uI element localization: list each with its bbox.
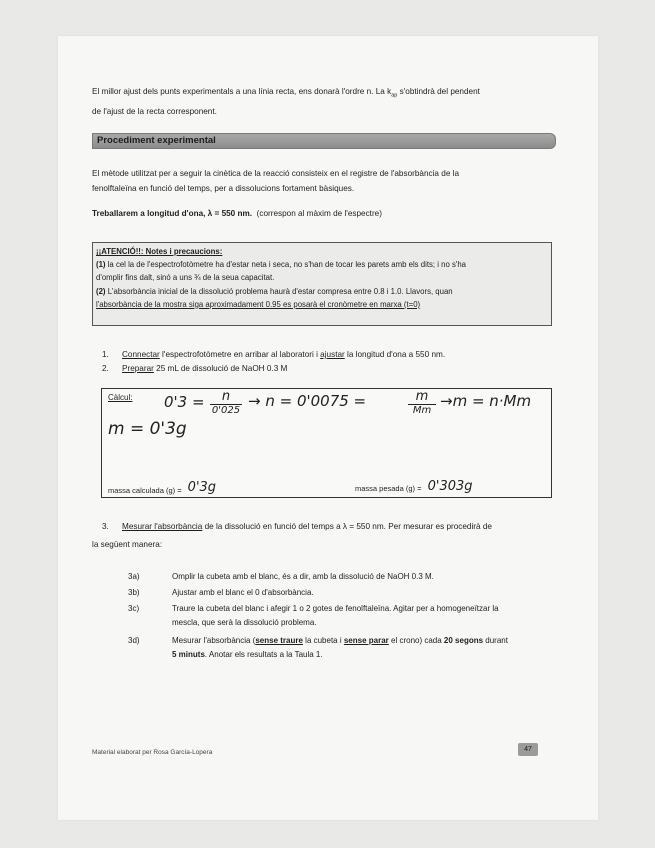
handwritten-equation-3: →m = n·Mm — [440, 392, 532, 410]
method-paragraph: El mètode utilitzat per a seguir la cinètica de la reacció consisteix en el registre de l'absorbància de la fenolftaleïna en funció del temps, per a dissolucions fortament bàsiques. — [92, 169, 460, 193]
section-title: Procediment experimental — [97, 135, 216, 146]
step-3: 3. Mesurar l'absorbància de la dissolució en funció del temps a λ = 550 nm. Per mesurar es procedirà de la següent manera: — [92, 522, 492, 549]
step-item: 2. Preparar 25 mL de dissolució de NaOH 0.3 M — [102, 364, 288, 373]
handwritten-equation-1: 0'3 = — [164, 393, 205, 411]
step-item: 1. Connectar l'espectrofotòmetre en arribar al laboratori i ajustar la longitud d'ona a 550 nm. — [102, 350, 446, 359]
mass-calculated: massa calculada (g) = 0'3g — [108, 480, 217, 495]
calculation-box — [101, 388, 552, 498]
document-page — [58, 36, 598, 820]
substep-item: 3c) Traure la cubeta del blanc i afegir 1 o 2 gotes de fenolftaleïna. Agitar per a homogeneïtzar la mescla, que serà la dissolució problema. — [128, 604, 499, 627]
page-number: 47 — [518, 743, 538, 756]
substep-item: 3a) Omplir la cubeta amb el blanc, és a dir, amb la dissolució de NaOH 0.3 M. — [128, 572, 434, 581]
handwritten-equation-2: → n = 0'0075 = — [248, 392, 367, 410]
warning-note-2: (2) L'absorbància inicial de la dissolució problema haurà d'estar compresa entre 0.8 i 1.0. Llavors, quan l'absorbància de la mostra siga aproximadament 0.95 es posarà el cronòmetre en marxa (t=0) — [96, 286, 453, 309]
calc-label: Càlcul: — [108, 393, 133, 402]
steps-list — [102, 348, 445, 376]
warning-note-1: (1) la cel la de l'espectrofotòmetre ha d'estar neta i seca, no s'han de tocar les parets amb els dits; i no s'ha d'omplir fins dalt, sinó a uns ¾ de la seua capacitat. — [96, 260, 467, 283]
mass-calculated-value: 0'3g — [187, 480, 217, 495]
intro-paragraph: El millor ajust dels punts experimentals a una línia recta, ens donarà l'ordre n. La $k_{ap}$ s'obtindrà del pendent de l'ajust de la recta corresponent. — [92, 87, 480, 116]
mass-weighed: massa pesada (g) = 0'303g — [355, 479, 473, 494]
warning-box — [92, 242, 552, 326]
substep-item: 3d) Mesurar l'absorbància (sense traure la cubeta i sense parar el crono) cada 20 segons durant 5 minuts. Anotar els resultats a la Taula 1. — [128, 636, 508, 659]
substep-item: 3b) Ajustar amb el blanc el 0 d'absorbància. — [128, 588, 314, 597]
handwritten-fraction-n: n 0'025 — [211, 389, 241, 416]
handwritten-fraction-m: m Mm — [408, 389, 436, 417]
warning-title: ¡¡ATENCIÓ!!: Notes i precaucions: — [96, 247, 223, 256]
mass-weighed-value: 0'303g — [427, 479, 473, 494]
wavelength-line: Treballarem a longitud d'ona, λ = 550 nm. (correspon al màxim de l'espectre) — [92, 209, 382, 218]
handwritten-mass: m = 0'3g — [108, 419, 187, 439]
footer-credit: Material elaborat per Rosa García-Lopera — [92, 749, 213, 756]
section-header — [92, 133, 556, 149]
